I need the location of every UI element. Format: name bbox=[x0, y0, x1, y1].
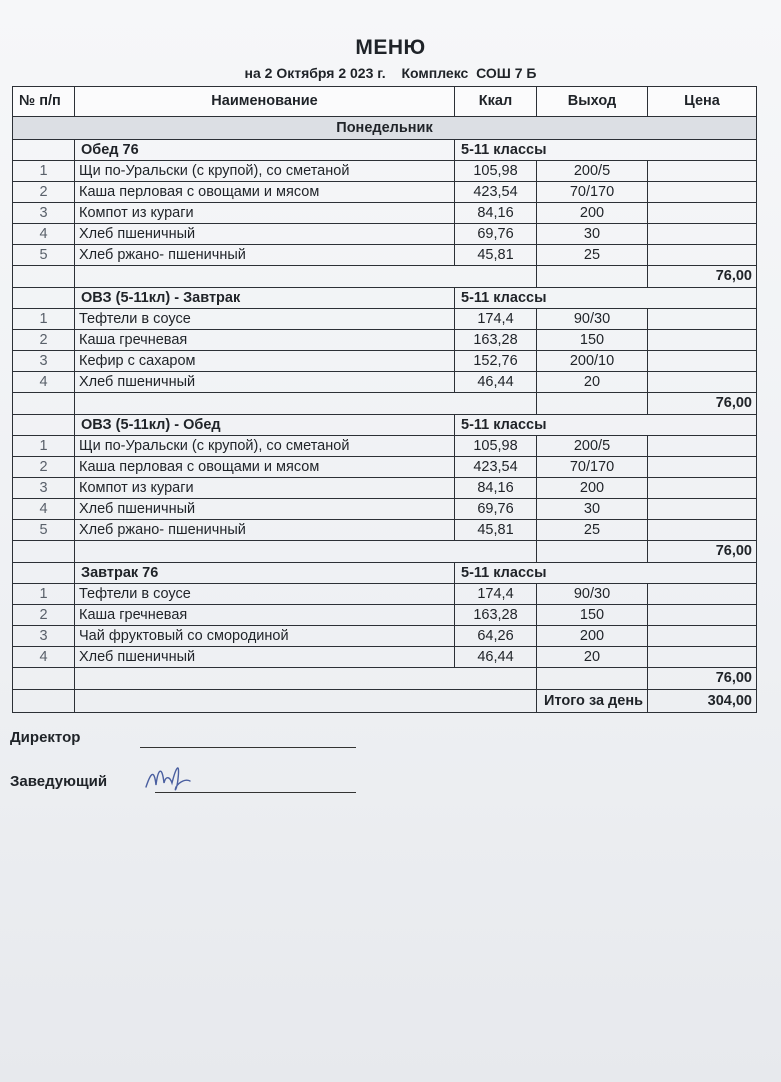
item-output: 200 bbox=[537, 478, 648, 499]
item-number: 3 bbox=[13, 203, 75, 224]
table-row bbox=[13, 436, 757, 457]
item-price bbox=[648, 457, 757, 478]
table-row bbox=[13, 520, 757, 541]
item-output: 30 bbox=[537, 499, 648, 520]
item-output: 90/30 bbox=[537, 584, 648, 605]
item-number: 3 bbox=[13, 626, 75, 647]
item-price bbox=[648, 605, 757, 626]
director-label: Директор bbox=[10, 729, 81, 746]
section-number-cell bbox=[13, 288, 75, 309]
section-total: 76,00 bbox=[648, 266, 757, 288]
total-empty-cell bbox=[537, 541, 648, 563]
item-price bbox=[648, 161, 757, 182]
grand-total-value: 304,00 bbox=[648, 690, 757, 713]
item-output: 70/170 bbox=[537, 182, 648, 203]
item-kcal: 105,98 bbox=[455, 161, 537, 182]
item-kcal: 64,26 bbox=[455, 626, 537, 647]
item-number: 3 bbox=[13, 478, 75, 499]
item-price bbox=[648, 647, 757, 668]
day-row bbox=[13, 117, 757, 140]
section-title: ОВЗ (5-11кл) - Завтрак bbox=[75, 288, 455, 309]
table-row bbox=[13, 499, 757, 520]
section-total: 76,00 bbox=[648, 668, 757, 690]
grand-empty-cell bbox=[13, 690, 75, 713]
item-kcal: 423,54 bbox=[455, 457, 537, 478]
item-kcal: 46,44 bbox=[455, 372, 537, 393]
item-name: Каша перловая с овощами и мясом bbox=[75, 182, 455, 203]
item-output: 20 bbox=[537, 647, 648, 668]
item-name: Кефир с сахаром bbox=[75, 351, 455, 372]
manager-label: Заведующий bbox=[10, 773, 108, 790]
total-empty-cell bbox=[75, 668, 537, 690]
complex-name: Комплекс СОШ 7 Б bbox=[401, 65, 537, 81]
item-name: Щи по-Уральски (с крупой), со сметаной bbox=[75, 436, 455, 457]
item-kcal: 163,28 bbox=[455, 330, 537, 351]
item-price bbox=[648, 478, 757, 499]
item-number: 1 bbox=[13, 436, 75, 457]
item-price bbox=[648, 182, 757, 203]
section-number-cell bbox=[13, 140, 75, 161]
item-output: 200 bbox=[537, 203, 648, 224]
item-name: Хлеб ржано- пшеничный bbox=[75, 245, 455, 266]
item-price bbox=[648, 584, 757, 605]
item-kcal: 84,16 bbox=[455, 478, 537, 499]
item-number: 5 bbox=[13, 245, 75, 266]
item-price bbox=[648, 499, 757, 520]
total-empty-cell bbox=[13, 266, 75, 288]
col-header-output: Выход bbox=[537, 87, 648, 117]
item-kcal: 46,44 bbox=[455, 647, 537, 668]
menu-table bbox=[12, 86, 757, 713]
section-number-cell bbox=[13, 415, 75, 436]
total-empty-cell bbox=[75, 393, 537, 415]
item-name: Каша гречневая bbox=[75, 330, 455, 351]
grand-empty-cell bbox=[75, 690, 537, 713]
item-name: Компот из кураги bbox=[75, 203, 455, 224]
total-empty-cell bbox=[537, 393, 648, 415]
section-total: 76,00 bbox=[648, 541, 757, 563]
item-output: 90/30 bbox=[537, 309, 648, 330]
item-kcal: 174,4 bbox=[455, 584, 537, 605]
col-header-name: Наименование bbox=[75, 87, 455, 117]
table-row bbox=[13, 309, 757, 330]
item-price bbox=[648, 372, 757, 393]
item-number: 4 bbox=[13, 499, 75, 520]
item-kcal: 69,76 bbox=[455, 224, 537, 245]
item-number: 1 bbox=[13, 309, 75, 330]
page-title: МЕНЮ bbox=[355, 36, 426, 59]
item-name: Тефтели в соусе bbox=[75, 584, 455, 605]
grand-total-label: Итого за день bbox=[537, 690, 648, 713]
item-kcal: 423,54 bbox=[455, 182, 537, 203]
item-name: Чай фруктовый со смородиной bbox=[75, 626, 455, 647]
item-kcal: 45,81 bbox=[455, 245, 537, 266]
table-header-row bbox=[13, 87, 757, 117]
section-total-row bbox=[13, 541, 757, 563]
item-price bbox=[648, 520, 757, 541]
item-kcal: 45,81 bbox=[455, 520, 537, 541]
item-kcal: 105,98 bbox=[455, 436, 537, 457]
item-kcal: 152,76 bbox=[455, 351, 537, 372]
section-group: 5-11 классы bbox=[455, 140, 757, 161]
item-number: 2 bbox=[13, 330, 75, 351]
section-total-row bbox=[13, 668, 757, 690]
menu-table-body bbox=[13, 117, 757, 713]
item-name: Тефтели в соусе bbox=[75, 309, 455, 330]
item-number: 3 bbox=[13, 351, 75, 372]
item-price bbox=[648, 203, 757, 224]
day-label: Понедельник bbox=[13, 117, 757, 140]
section-group: 5-11 классы bbox=[455, 563, 757, 584]
item-name: Каша перловая с овощами и мясом bbox=[75, 457, 455, 478]
total-empty-cell bbox=[75, 266, 537, 288]
section-header-row bbox=[13, 288, 757, 309]
item-price bbox=[648, 626, 757, 647]
table-row bbox=[13, 478, 757, 499]
table-row bbox=[13, 245, 757, 266]
table-row bbox=[13, 457, 757, 478]
item-name: Хлеб пшеничный bbox=[75, 499, 455, 520]
item-output: 25 bbox=[537, 520, 648, 541]
item-name: Каша гречневая bbox=[75, 605, 455, 626]
col-header-kcal: Ккал bbox=[455, 87, 537, 117]
director-signature-line bbox=[140, 747, 356, 748]
total-empty-cell bbox=[537, 266, 648, 288]
item-price bbox=[648, 351, 757, 372]
section-title: Обед 76 bbox=[75, 140, 455, 161]
total-empty-cell bbox=[75, 541, 537, 563]
item-number: 4 bbox=[13, 372, 75, 393]
section-total-row bbox=[13, 266, 757, 288]
item-name: Хлеб ржано- пшеничный bbox=[75, 520, 455, 541]
section-header-row bbox=[13, 415, 757, 436]
item-output: 200/5 bbox=[537, 161, 648, 182]
item-number: 1 bbox=[13, 161, 75, 182]
total-empty-cell bbox=[13, 541, 75, 563]
grand-total-row bbox=[13, 690, 757, 713]
table-row bbox=[13, 161, 757, 182]
handwritten-signature bbox=[140, 757, 200, 797]
item-kcal: 174,4 bbox=[455, 309, 537, 330]
item-output: 150 bbox=[537, 605, 648, 626]
total-empty-cell bbox=[13, 668, 75, 690]
table-row bbox=[13, 605, 757, 626]
menu-date: на 2 Октября 2 023 г. bbox=[244, 65, 386, 81]
item-price bbox=[648, 224, 757, 245]
item-price bbox=[648, 436, 757, 457]
section-group: 5-11 классы bbox=[455, 288, 757, 309]
item-name: Хлеб пшеничный bbox=[75, 372, 455, 393]
section-header-row bbox=[13, 140, 757, 161]
section-header-row bbox=[13, 563, 757, 584]
section-total-row bbox=[13, 393, 757, 415]
item-output: 200/10 bbox=[537, 351, 648, 372]
table-row bbox=[13, 224, 757, 245]
table-row bbox=[13, 372, 757, 393]
item-name: Хлеб пшеничный bbox=[75, 647, 455, 668]
item-number: 5 bbox=[13, 520, 75, 541]
item-output: 20 bbox=[537, 372, 648, 393]
item-number: 4 bbox=[13, 224, 75, 245]
table-row bbox=[13, 584, 757, 605]
item-price bbox=[648, 330, 757, 351]
item-name: Компот из кураги bbox=[75, 478, 455, 499]
item-number: 2 bbox=[13, 457, 75, 478]
item-output: 200 bbox=[537, 626, 648, 647]
item-number: 2 bbox=[13, 605, 75, 626]
page-subtitle bbox=[0, 65, 781, 81]
section-total: 76,00 bbox=[648, 393, 757, 415]
col-header-price: Цена bbox=[648, 87, 757, 117]
table-row bbox=[13, 182, 757, 203]
item-number: 1 bbox=[13, 584, 75, 605]
item-output: 25 bbox=[537, 245, 648, 266]
item-name: Щи по-Уральски (с крупой), со сметаной bbox=[75, 161, 455, 182]
table-row bbox=[13, 351, 757, 372]
item-output: 70/170 bbox=[537, 457, 648, 478]
item-output: 150 bbox=[537, 330, 648, 351]
section-title: Завтрак 76 bbox=[75, 563, 455, 584]
item-number: 2 bbox=[13, 182, 75, 203]
total-empty-cell bbox=[13, 393, 75, 415]
col-header-number: № п/п bbox=[13, 87, 75, 117]
item-price bbox=[648, 245, 757, 266]
item-name: Хлеб пшеничный bbox=[75, 224, 455, 245]
table-row bbox=[13, 330, 757, 351]
item-kcal: 163,28 bbox=[455, 605, 537, 626]
section-group: 5-11 классы bbox=[455, 415, 757, 436]
item-output: 30 bbox=[537, 224, 648, 245]
table-row bbox=[13, 203, 757, 224]
section-number-cell bbox=[13, 563, 75, 584]
item-output: 200/5 bbox=[537, 436, 648, 457]
table-row bbox=[13, 626, 757, 647]
total-empty-cell bbox=[537, 668, 648, 690]
table-row bbox=[13, 647, 757, 668]
item-number: 4 bbox=[13, 647, 75, 668]
section-title: ОВЗ (5-11кл) - Обед bbox=[75, 415, 455, 436]
item-price bbox=[648, 309, 757, 330]
item-kcal: 69,76 bbox=[455, 499, 537, 520]
item-kcal: 84,16 bbox=[455, 203, 537, 224]
